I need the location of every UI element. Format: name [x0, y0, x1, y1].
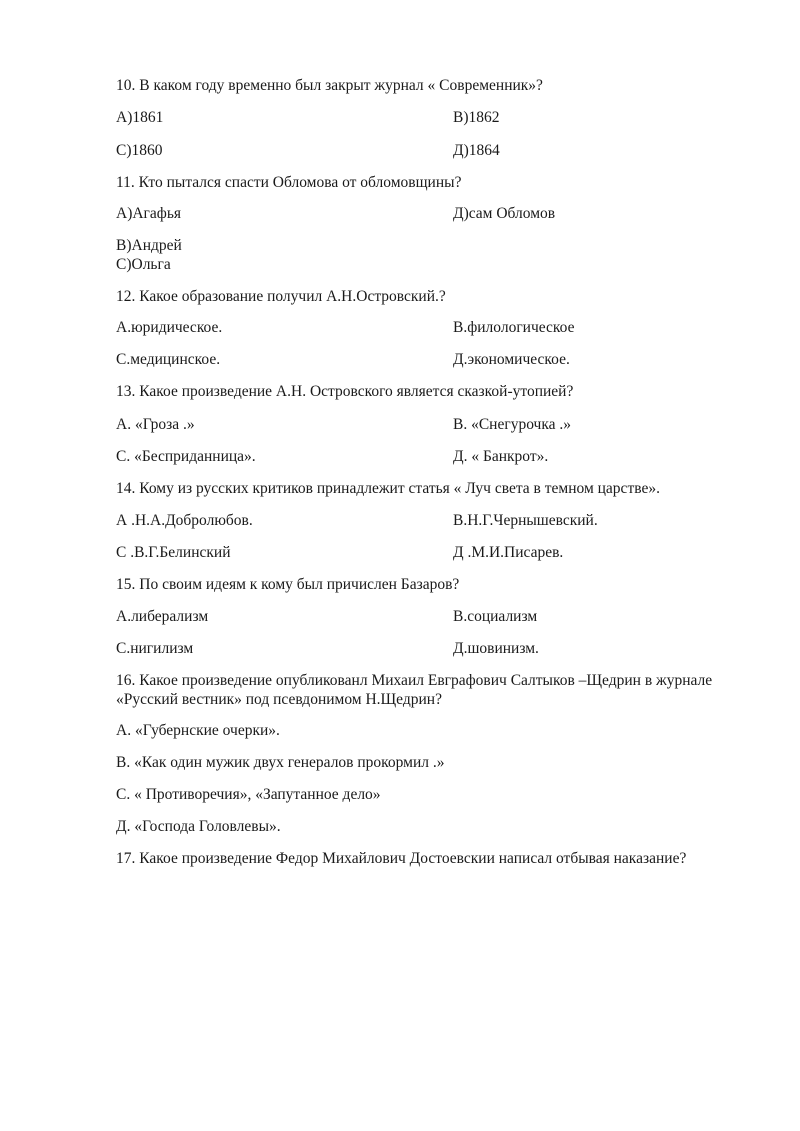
question-12-option-b: В.филологическое	[453, 319, 575, 336]
question-11-option-c: С)Ольга	[116, 256, 171, 273]
question-11-text: 11. Кто пытался спасти Обломова от обломовщины?	[116, 174, 462, 191]
question-16-option-c: С. « Противоречия», «Запутанное дело»	[116, 786, 381, 803]
question-13-option-d: Д. « Банкрот».	[453, 448, 549, 465]
question-16-option-b: В. «Как один мужик двух генералов прокормил .»	[116, 754, 445, 771]
question-15-option-c: С.нигилизм	[116, 640, 194, 657]
question-10-option-a: А)1861	[116, 109, 164, 126]
question-11-option-a: А)Агафья	[116, 205, 182, 222]
question-12-option-d: Д.экономическое.	[453, 351, 570, 368]
question-16-text-line-2: «Русский вестник» под псевдонимом Н.Щедрин?	[116, 691, 442, 708]
question-12-option-a: А.юридическое.	[116, 319, 223, 336]
question-15-text: 15. По своим идеям к кому был причислен Базаров?	[116, 576, 460, 593]
question-13-option-a: А. «Гроза .»	[116, 416, 195, 433]
question-10-option-c: С)1860	[116, 142, 163, 159]
question-16-option-a: А. «Губернские очерки».	[116, 722, 280, 739]
question-14-option-b: В.Н.Г.Чернышевский.	[453, 512, 598, 529]
question-11-option-b: В)Андрей	[116, 237, 182, 254]
question-16-text-line-1: 16. Какое произведение опубликованл Михаил Евграфович Салтыков –Щедрин в журнале	[116, 672, 713, 689]
question-17-text: 17. Какое произведение Федор Михайлович Достоевскии написал отбывая наказание?	[116, 850, 687, 867]
question-16-option-d: Д. «Господа Головлевы».	[116, 818, 281, 835]
question-10-text: 10. В каком году временно был закрыт журнал « Современник»?	[116, 77, 543, 94]
question-12-text: 12. Какое образование получил А.Н.Островский.?	[116, 288, 446, 305]
question-14-option-a: А .Н.А.Добролюбов.	[116, 512, 253, 529]
question-13-option-c: С. «Бесприданница».	[116, 448, 256, 465]
question-14-option-d: Д .М.И.Писарев.	[453, 544, 564, 561]
question-15-option-d: Д.шовинизм.	[453, 640, 539, 657]
question-13-text: 13. Какое произведение А.Н. Островского является сказкой-утопией?	[116, 383, 574, 400]
question-10-option-d: Д)1864	[453, 142, 500, 159]
question-12-option-c: С.медицинское.	[116, 351, 221, 368]
question-10-option-b: В)1862	[453, 109, 500, 126]
question-14-text: 14. Кому из русских критиков принадлежит статья « Луч света в темном царстве».	[116, 480, 660, 497]
question-11-option-d: Д)сам Обломов	[453, 205, 556, 222]
question-15-option-b: В.социализм	[453, 608, 538, 625]
question-13-option-b: В. «Снегурочка .»	[453, 416, 572, 433]
question-14-option-c: С .В.Г.Белинский	[116, 544, 231, 561]
question-15-option-a: А.либерализм	[116, 608, 209, 625]
